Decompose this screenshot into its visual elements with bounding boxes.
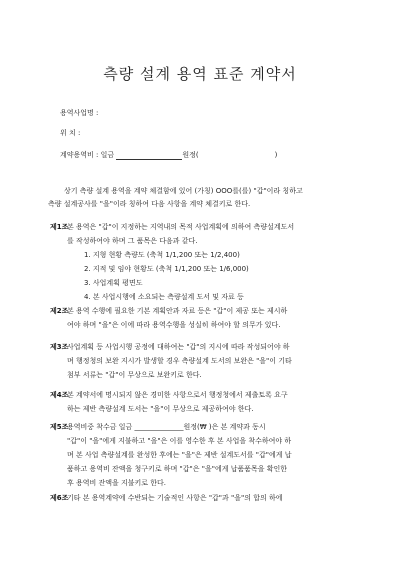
fee-amount-blank [116, 152, 182, 160]
intro-paragraph [48, 185, 356, 211]
article-item: 4. 본 사업시행에 소요되는 측량설계 도서 및 자료 등 [84, 293, 244, 301]
article-line: 여야 하며 "을"은 이에 따라 용역수행을 성실히 하여야 할 의무가 있다. [67, 321, 281, 329]
article-3 [50, 340, 360, 382]
article-6 [50, 491, 360, 505]
article-line: 본 용역은 "갑"이 지정하는 지역내의 목적 사업계획에 의하여 측량설계도서 [67, 223, 295, 231]
fee-close-label: ) [274, 151, 278, 159]
article-2 [50, 304, 360, 332]
location-label: 위 치 : [60, 129, 81, 137]
article-line: 며 본 사업 측량설계를 완성한 후에는 "을"은 제반 설계도서를 "갑"에게 납 [67, 451, 292, 459]
intro-line: 상기 측량 설계 용역을 계약 체결함에 있어 (가칭) OOO를(를) "갑"이라 칭하고 [64, 187, 303, 195]
article-line: 사업계획 등 사업시행 공정에 대하여는 "갑"의 지시에 따라 작성되어야 하 [67, 343, 290, 351]
article-5 [50, 420, 360, 490]
article-item: 2. 지적 및 임야 현황도 (축척 1/1,200 또는 1/6,000) [84, 265, 249, 273]
document-title: 측량 설계 용역 표준 계약서 [103, 65, 297, 83]
article-number: 제2조 [50, 307, 69, 315]
article-4 [50, 388, 360, 416]
article-1 [50, 220, 360, 304]
article-number: 제5조 [50, 423, 69, 431]
article-item: 3. 사업계획 평면도 [84, 279, 143, 287]
project-name-label: 용역사업명 : [60, 109, 99, 117]
fee-suffix-label: 원정( [182, 151, 199, 159]
article-line: 기타 본 용역계약에 수반되는 기술적인 사항은 "갑"과 "을"의 합의 하에 [67, 494, 283, 502]
article-line: 후 용역비 잔액을 지불키로 한다. [67, 479, 167, 487]
article-number: 제6조 [50, 494, 69, 502]
location-field [60, 128, 80, 138]
article-line: 며 행정청의 보완 지시가 발생할 경우 측량설계 도서의 보완은 "을"이 기타 [67, 357, 292, 365]
article-line: 하는 제반 측량설계 도서는 "을"이 무상으로 제공하여야 한다. [67, 405, 254, 413]
project-name-field [60, 108, 98, 118]
article-number: 제3조 [50, 343, 69, 351]
article-line: 를 작성하여야 하며 그 품목은 다음과 같다. [67, 237, 198, 245]
article-line: 본 용역 수행에 필요한 기본 계획안과 자료 등은 "갑"이 제공 또는 제시하 [67, 307, 288, 315]
article-line: 용역비중 착수금 일금 ______________원정(₩ )은 본 계약과 동시 [67, 423, 266, 431]
article-line: "갑"이 "을"에게 지불하고 "을"은 이를 영수한 후 본 사업을 착수하여야 하 [67, 437, 292, 445]
article-line: 품하고 용역비 잔액을 청구키로 하며 "갑"은 "을"에게 납품품목을 확인한 [67, 465, 288, 473]
article-line: 첨부 서류는 "갑"이 무상으로 보완키로 한다. [67, 371, 202, 379]
intro-line: 측량 설계공사를 "을"이라 칭하여 다음 사항을 계약 체결키로 한다. [48, 200, 251, 208]
article-number: 제1조 [50, 223, 69, 231]
contract-fee-field [60, 150, 277, 160]
article-number: 제4조 [50, 391, 69, 399]
article-item: 1. 지형 현황 측량도 (축척 1/1,200 또는 1/2,400) [84, 251, 240, 259]
contract-fee-label: 계약용역비 : 일금 [60, 151, 115, 159]
article-line: 본 계약서에 명시되지 않은 경미한 사항으로서 행정청에서 제출토록 요구 [67, 391, 288, 399]
